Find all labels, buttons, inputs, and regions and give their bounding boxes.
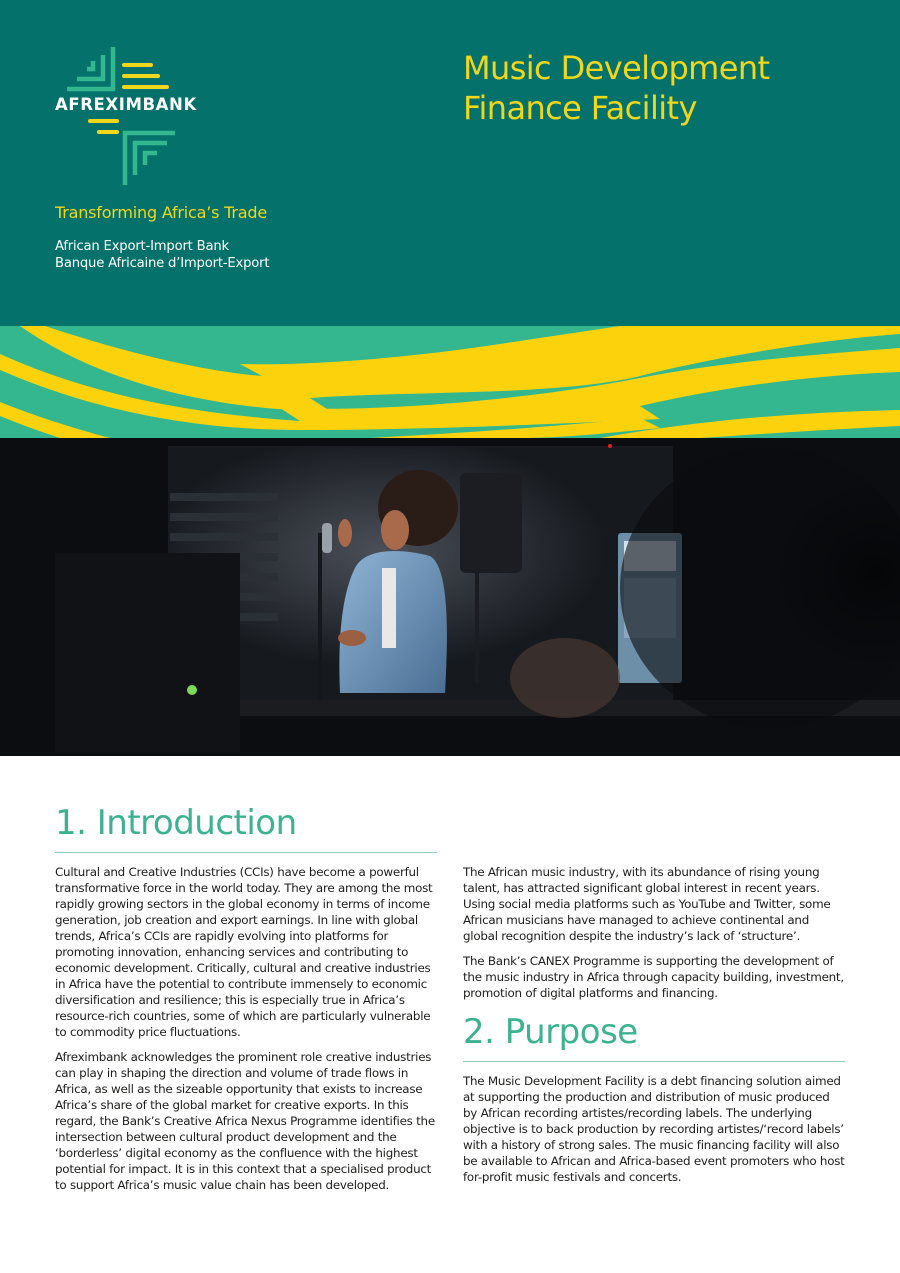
logo-wordmark: AFREXIMBANK <box>55 95 197 114</box>
hero-photo-singer-in-studio <box>0 438 900 756</box>
document-title <box>463 48 769 128</box>
intro-paragraph-1: Cultural and Creative Industries (CCIs) have become a powerful transformative force in the world today. They are among the most rapidly growing sectors in the global economy in terms of income generation, job creation and export earnings. In line with global trends, Africa’s CCIs are rapidly evolving into platforms for promoting innovation, enhancing services and contributing to economic development. Critically, cultural and creative industries in Africa have the potential to contribute immensely to economic diversification and resilience; this is especially true in Africa’s resource-rich countries, some of which are particularly vulnerable to commodity price fluctuations. <box>55 865 433 1039</box>
header-banner <box>0 0 900 326</box>
tagline: Transforming Africa’s Trade <box>55 203 267 222</box>
intro-paragraph-2: Afreximbank acknowledges the prominent role creative industries can play in shaping the direction and volume of trade flows in Africa, as well as the sizeable opportunity that exists to increase Africa’s share of the global market for creative exports. In this regard, the Bank’s Creative Africa Nexus Programme identifies the intersection between cultural product development and the ‘borderless’ digital economy as the confluence with the highest potential for impact. It is in this context that a specialised product to support Africa’s music value chain has been developed. <box>55 1050 435 1192</box>
decorative-wave-band <box>0 326 900 438</box>
bank-name-english: African Export-Import Bank <box>55 239 229 254</box>
left-column <box>55 800 437 1193</box>
intro-paragraph-3: The African music industry, with its abundance of rising young talent, has attracted significant global interest in recent years. Using social media platforms such as YouTube and Twitter, some African musicians have managed to achieve continental and global recognition despite the industry’s lack of ‘structure’. <box>463 865 831 943</box>
bank-name-french: Banque Africaine d’Import-Export <box>55 256 270 271</box>
afreximbank-logo-icon <box>55 45 190 190</box>
studio-photo-illustration <box>0 438 900 756</box>
intro-paragraph-4: The Bank’s CANEX Programme is supporting the development of the music industry in Africa through capacity building, investment, promotion of digital platforms and financing. <box>463 954 844 1000</box>
title-line-1: Music Development <box>463 49 770 87</box>
title-line-2: Finance Facility <box>463 89 697 127</box>
section-divider <box>463 1061 845 1062</box>
introduction-heading: 1. Introduction <box>55 803 297 843</box>
section-divider <box>55 852 437 853</box>
purpose-heading: 2. Purpose <box>463 1012 638 1052</box>
purpose-paragraph-1: The Music Development Facility is a debt financing solution aimed at supporting the production and distribution of music produced by African recording artistes/recording labels. The underlying objective is to back production by recording artistes/‘record labels’ with a history of strong sales. The music financing facility will also be available to African and Africa-based event promoters who host for-profit music festivals and concerts. <box>463 1074 845 1184</box>
right-column <box>463 864 845 1185</box>
